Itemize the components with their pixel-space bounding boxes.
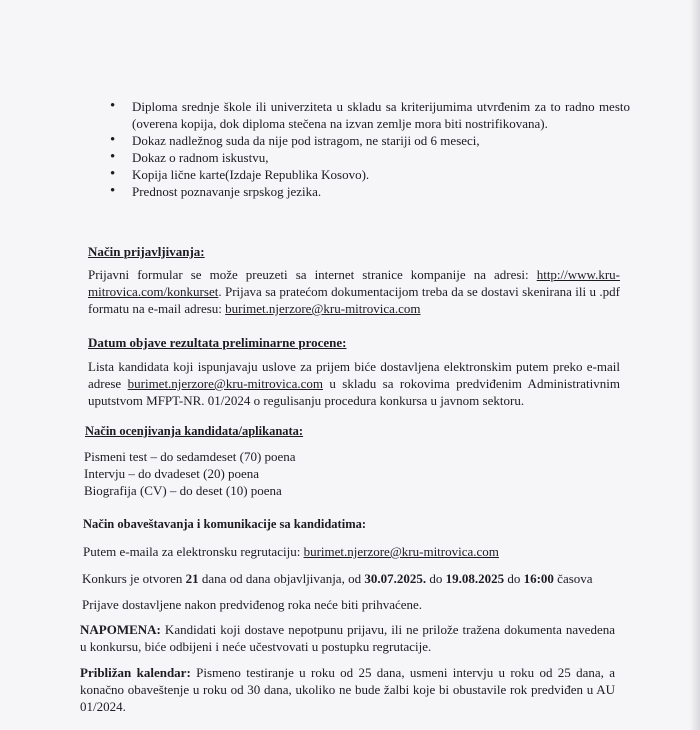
results-title: Datum objave rezultata preliminarne procene: xyxy=(88,335,347,350)
application-text: Prijavni formular se može preuzeti sa internet stranice kompanije na adresi: xyxy=(88,267,537,282)
evaluation-item: Biografija (CV) – do deset (10) poena xyxy=(84,483,282,498)
company-website-link[interactable]: http://www.kru-mitrovica.com/konkurset xyxy=(88,267,620,299)
note-paragraph xyxy=(80,621,615,655)
results-email-link[interactable]: burimet.njerzore@kru-mitrovica.com xyxy=(127,376,323,391)
requirement-item: • Diploma srednje škole ili univerziteta u skladu sa kriterijumima utvrđenim za to radno mesto (overena kopija, dok diploma stečena na izvan zemlje mora biti nostrifikovana). xyxy=(110,98,630,132)
communication-text: Putem e-maila za elektronsku regrutaciju: xyxy=(83,544,304,559)
deadline-days: 21 xyxy=(185,571,199,586)
requirement-item: • Prednost poznavanje srpskog jezika. xyxy=(110,183,630,200)
deadline-text: Konkurs je otvoren xyxy=(82,571,186,586)
requirements-list xyxy=(110,98,630,200)
deadline-text-5: časova xyxy=(553,571,593,586)
application-text-2: . Prijava sa pratećom dokumentacijom treba da se dostavi skenirana ili u .pdf formatu na e-mail adresu: xyxy=(88,284,620,316)
communication-title: Način obaveštavanja i komunikacije sa kandidatima: xyxy=(83,517,367,531)
results-text-2: u skladu sa rokovima predviđenim Administrativnim uputstvom MFPT-NR. 01/2024 o regulisanju procedura konkursa u javnom sektoru. xyxy=(88,376,620,408)
application-email-link[interactable]: burimet.njerzore@kru-mitrovica.com xyxy=(225,301,421,316)
calendar-label: Približan kalendar: xyxy=(80,665,191,680)
communication-line xyxy=(83,543,499,560)
evaluation-title: Način ocenjivanja kandidata/aplikanata: xyxy=(85,424,304,438)
deadline-to: 19.08.2025 xyxy=(445,571,505,586)
communication-email-link[interactable]: burimet.njerzore@kru-mitrovica.com xyxy=(303,544,499,559)
note-label: NAPOMENA: xyxy=(80,622,161,637)
calendar-text: Pismeno testiranje u roku od 25 dana, usmeni intervju u roku od 25 dana, a konačno obaveštenje u roku od 30 dana, ukoliko ne bude žalbi koje bi obustavile rok predviđen u AU 01/2024. xyxy=(80,665,615,714)
requirement-item: • Dokaz nadležnog suda da nije pod istragom, ne stariji od 6 meseci, xyxy=(110,132,630,149)
late-notice: Prijave dostavljene nakon predviđenog roka neće biti prihvaćene. xyxy=(82,597,423,612)
calendar-paragraph xyxy=(80,664,615,715)
deadline-text-3: do xyxy=(426,571,446,586)
results-paragraph xyxy=(88,358,620,409)
deadline-time: 16:00 xyxy=(523,571,554,586)
requirement-item: • Dokaz o radnom iskustvu, xyxy=(110,149,630,166)
page-edge-shadow xyxy=(690,0,700,730)
note-text: Kandidati koji dostave nepotpunu prijavu, ili ne prilože tražena dokumenta navedena u konkursu, biće odbijeni i neće učestvovati u postupku regrutacije. xyxy=(80,622,615,654)
application-paragraph xyxy=(88,266,620,317)
deadline-from: 30.07.2025. xyxy=(364,571,427,586)
application-title: Način prijavljivanja: xyxy=(88,244,205,259)
evaluation-item: Intervju – do dvadeset (20) poena xyxy=(84,466,260,481)
deadline-text-4: do xyxy=(504,571,524,586)
deadline-text-2: dana od dana objavljivanja, od xyxy=(198,571,365,586)
deadline-line xyxy=(82,570,593,587)
evaluation-item: Pismeni test – do sedamdeset (70) poena xyxy=(84,449,296,464)
results-text: Lista kandidata koji ispunjavaju uslove za prijem biće dostavljena elektronskim putem preko e-mail adrese xyxy=(88,359,620,391)
requirement-item: • Kopija lične karte(Izdaje Republika Kosovo). xyxy=(110,166,630,183)
